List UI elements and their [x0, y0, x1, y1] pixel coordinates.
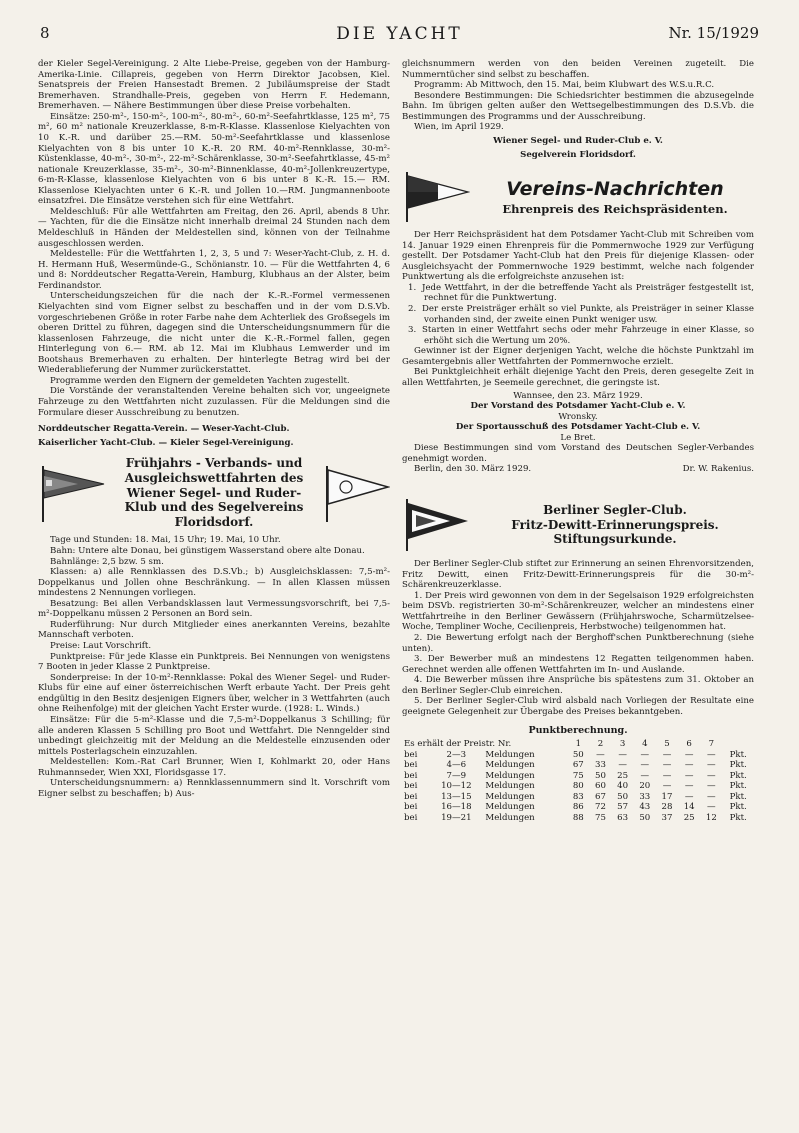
table-cell: 86: [572, 802, 584, 813]
table-cell: —: [684, 791, 694, 802]
bsc-pennant-icon: [402, 497, 470, 553]
table-cell: —: [640, 760, 650, 771]
table-cell: Pkt.: [729, 749, 747, 760]
paragraph: Der Berliner Segler-Club stiftet zur Erinnerung an seinen Ehrenvorsitzenden, Fritz Dewitt, einen Fritz-Dewitt-Erinnerungspreis für die 30-m²-Schärenkreuzerklasse.: [402, 559, 754, 591]
table-cell: 37: [661, 813, 673, 824]
paragraph: Besatzung: Bei allen Verbandsklassen laut Vermessungsvorschrift, bei 7,5-m²-Doppelkanu müssen 2 Personen an Bord sein.: [38, 598, 390, 620]
paragraph: Sonderpreise: In der 10-m²-Rennklasse: Pokal des Wiener Segel- und Ruder-Klubs für eine auf einer österreichischen Werft erbaute Yacht. Der Preis geht endgültig in den Besitz desjenigen Eigners über, welcher in 3 Wettfahrten (auch ohne Reihenfolge) mit der gleichen Yacht Erster wurde. (1928: L. Winds.): [38, 672, 390, 715]
table-cell: —: [684, 781, 694, 792]
table-cell: 75: [595, 813, 606, 824]
paragraph: 4. Die Bewerber müssen ihre Ansprüche bis spätestens zum 31. Oktober an den Berliner Segler-Club einreichen.: [402, 675, 754, 696]
deed-title: Stiftungsurkunde.: [553, 532, 677, 547]
table-cell: 43: [639, 802, 651, 813]
table-row: [402, 792, 754, 803]
list-item: 3. Starten in einer Wettfahrt sechs oder mehr Fahrzeuge in einer Klasse, so erhöht sich die Wertung um 20%.: [408, 325, 754, 346]
rule-list: [402, 283, 754, 346]
table-cell: Meldungen: [485, 802, 535, 813]
paragraph: Der Herr Reichspräsident hat dem Potsdamer Yacht-Club mit Schreiben vom 14. Januar 1929 einen Ehrenpreis für die Pommernwoche 1929 zur Verfügung gestellt. Der Potsdamer Yacht-Club hat den Preis für diejenige Klassen- oder Ausgleichsyacht der Pommernwoche 1929 bestimmt, welche nach folgender Punktwertung als die erfolgreichste anzusehen ist:: [402, 230, 754, 283]
club-title: Berliner Segler-Club.: [543, 502, 687, 517]
table-cell: 50: [595, 770, 606, 781]
table-header-cell: 5: [664, 739, 670, 750]
svf-pennant-icon: [322, 462, 390, 524]
paragraph: Einsätze: 250-m²-, 150-m²-, 100-m²-, 80-m²-, 60-m²-Seefahrtklasse, 125 m², 75 m², 60 m² nationale Kreuzerklasse, 8-m-R-Klasse. Klassenlose Kielyachten von 10 K.-R. und darüber 25.—RM. 50-m²-Seefahrtklasse und klassenlose Kielyachten von 8 bis unter 10 K.-R. 20 RM. 40-m²-Rennklasse, 30-m²-Küstenklasse, 40-m²-, 30-m²-, 22-m²-Schärenklasse, 30-m²-Seefahrtklasse, 45-m² nationale Kreuzerklasse, 35-m²-, 30-m²-Binnenklasse, 40-m²-Jollenkreuzertype, 6-m-R-Klasse, klassenlose Kielyachten von 6 bis unter 8 K.-R. 15.— RM. Klassenlose Kielyachten unter 6 K.-R. und Jollen 10.—RM. Jungmannenboote einsatzfrei. Die Einsätze verstehen sich für eine Wettfahrt.: [38, 111, 390, 207]
table-header-cell: 2: [597, 739, 604, 750]
table-cell: —: [662, 781, 672, 792]
paragraph: 5. Der Berliner Segler-Club wird alsbald nach Vorliegen der Resultate eine geeignete Gelegenheit zur Übergabe des Preises bekanntgeben.: [402, 696, 754, 717]
table-cell: 50: [639, 813, 651, 824]
table-cell: Pkt.: [729, 760, 747, 771]
paragraph: 2. Die Bewertung erfolgt nach der Berghoff'schen Punktberechnung (siehe unten).: [402, 632, 754, 654]
table-cell: 2—3: [446, 749, 467, 760]
table-header-cell: 3: [619, 739, 626, 750]
table-row: [402, 750, 754, 761]
table-cell: 50: [572, 749, 584, 760]
signature-line: Norddeutscher Regatta-Verein. — Weser-Yacht-Club.: [38, 424, 290, 435]
paragraph: Meldeschluß: Für alle Wettfahrten am Freitag, den 26. April, abends 8 Uhr. — Yachten, für die die Einsätze nicht innerhalb dreimal 24 Stunden nach dem Meldeschluß in Händen der Meldestellen sind, können von der Teilnahme ausgeschlossen werden.: [38, 206, 390, 249]
table-cell: 67: [595, 791, 606, 802]
table-header-cell: 6: [686, 739, 692, 750]
table-header-cell: 1: [575, 739, 582, 750]
paragraph: der Kieler Segel-Vereinigung. 2 Alte Liebe-Preise, gegeben von der Hamburg-Amerika-Linie. Cillapreis, gegeben von Herrn Direktor Jacobsen, Kiel. Senatspreis der Freien Hansestadt Bremen. 2 Jubiläumspreise der Stadt Bremerhaven. Strandhalle-Preis, gegeben von Herrn F. Hedemann, Bremerhaven. — Nähere Bestimmungen über diese Preise vorbehalten.: [38, 59, 390, 112]
table-cell: —: [662, 770, 672, 781]
page-number: 8: [40, 24, 50, 42]
signature-line: Kaiserlicher Yacht-Club. — Kieler Segel-Vereinigung.: [38, 437, 294, 448]
table-cell: 20: [639, 781, 651, 792]
table-cell: bei: [404, 802, 418, 813]
table-cell: —: [707, 781, 716, 792]
paragraph: Diese Bestimmungen sind vom Vorstand des Deutschen Segler-Verbandes genehmigt worden.: [402, 443, 754, 464]
paragraph: Die Vorstände der veranstaltenden Vereine behalten sich vor, ungeeignete Fahrzeuge zu den Wettfahrten nicht zuzulassen. Für die Meldungen sind die Formulare dieser Ausschreibung zu benutzen.: [38, 386, 390, 418]
paragraph: gleichsnummern werden von den beiden Vereinen zugeteilt. Die Nummerntücher sind selbst zu beschaffen.: [402, 59, 754, 80]
regatta-title: Frühjahrs - Verbands- und Ausgleichswettfahrten des Wiener Segel- und Ruder-Klub und des Segelvereins Floridsdorf.: [124, 456, 304, 529]
table-cell: 14: [683, 802, 695, 813]
table-cell: 63: [617, 813, 629, 824]
paragraph: Klassen: a) alle Rennklassen des D.S.Vb.; b) Ausgleichsklassen: 7,5-m²-Doppelkanus und Jollen ohne Beschränkung. — In allen Klassen müssen mindestens 2 Nennungen vorliegen.: [38, 567, 390, 599]
regatta-announcement-header: [38, 456, 390, 529]
signatory-name: Le Bret.: [560, 432, 596, 443]
table-cell: —: [707, 802, 716, 813]
table-cell: bei: [404, 760, 418, 771]
page-header: [40, 24, 759, 48]
table-row: [402, 813, 754, 824]
table-cell: —: [640, 749, 650, 760]
paragraph: Programme werden den Eignern der gemeldeten Yachten zugestellt.: [50, 375, 350, 386]
table-row: [402, 771, 754, 782]
bsc-header: [402, 497, 754, 553]
table-cell: 4—6: [446, 760, 467, 771]
table-header-row: [402, 739, 754, 750]
prize-title: Fritz-Dewitt-Erinnerungspreis.: [511, 517, 719, 532]
table-cell: 33: [639, 791, 651, 802]
list-item: 2. Der erste Preisträger erhält so viel Punkte, als Preisträger in seiner Klasse vorhanden sind, der zweite einen Punkt weniger usw.: [408, 304, 754, 325]
table-cell: Meldungen: [485, 791, 535, 802]
table-row: [402, 802, 754, 813]
table-cell: 25: [617, 770, 629, 781]
paragraph: Ruderführung: Nur durch Mitglieder eines anerkannten Vereins, bezahlte Mannschaft verboten.: [38, 619, 390, 641]
paragraph: Bahn: Untere alte Donau, bei günstigem Wasserstand obere alte Donau.: [50, 545, 365, 556]
signatory-name: Wronsky.: [558, 411, 598, 422]
pyc-pennant-icon: [402, 170, 470, 224]
table-cell: 60: [595, 781, 606, 792]
paragraph: Meldestelle: Für die Wettfahrten 1, 2, 3, 5 und 7: Weser-Yacht-Club, z. H. d. H. Hermann Huß, Wesermünde-G., Schönianstr. 10. — Für die Wettfahrten 4, 6 und 8: Norddeutscher Regatta-Verein, Hamburg, Klubhaus an der Alster, beim Ferdinandstor.: [38, 249, 390, 291]
wsrc-pennant-icon: [38, 462, 106, 524]
paragraph: Programm: Ab Mittwoch, den 15. Mai, beim Klubwart des W.S.u.R.C.: [414, 80, 715, 91]
table-cell: Pkt.: [729, 813, 747, 824]
paragraph: Bei Punktgleichheit erhält diejenige Yacht den Preis, deren gesegelte Zeit in allen Wettfahrten, je Seemeile gerechnet, die geringste ist.: [402, 367, 754, 388]
table-cell: 88: [572, 813, 584, 824]
section-title: Vereins-Nachrichten: [506, 178, 724, 201]
paragraph: Preise: Laut Vorschrift.: [50, 641, 152, 651]
paragraph: Einsätze: Für die 5-m²-Klasse und die 7,5-m²-Doppelkanus 3 Schilling; für alle anderen Klassen 5 Schilling pro Boot und Wettfahrt. Die Nenngelder sind unbedingt gleichzeitig mit der Meldung an die Meldestelle einzusenden oder mittels Posterlagschein einzuzahlen.: [38, 714, 390, 757]
table-cell: bei: [404, 781, 418, 792]
table-row: [402, 781, 754, 792]
table-cell: 28: [661, 802, 673, 813]
table-header-cell: 4: [642, 739, 648, 750]
table-cell: —: [707, 749, 716, 760]
table-cell: 57: [617, 802, 629, 813]
table-cell: Meldungen: [485, 770, 535, 781]
right-column: [402, 59, 754, 824]
signature-line: Wiener Segel- und Ruder-Club e. V.: [493, 135, 663, 146]
table-cell: 67: [572, 760, 584, 771]
paragraph: 1. Der Preis wird gewonnen von dem in der Segelsaison 1929 erfolgreichsten beim DSVb. registrierten 30-m²-Schärenkreuzer, welcher an mindestens einer Wettfahrtreihe in den Berliner Gewässern (Frühjahrswoche, Scharmützelsee-Woche, Templiner Woche, Cecilienpreis, Herbstwoche) teilgenommen hat.: [402, 590, 754, 633]
section-subtitle: Ehrenpreis des Reichspräsidenten.: [502, 201, 728, 216]
table-header-cell: Es erhält der Preistr. Nr.: [404, 739, 512, 750]
table-header-cell: [722, 739, 754, 750]
paragraph: Meldestellen: Kom.-Rat Carl Brunner, Wien I, Kohlmarkt 20, oder Hans Ruhmannseder, Wien XXI, Floridsgasse 17.: [38, 757, 390, 778]
table-cell: —: [707, 760, 716, 771]
table-cell: —: [596, 749, 605, 760]
signature-line: Der Sportausschuß des Potsdamer Yacht-Club e. V.: [455, 422, 701, 433]
table-cell: 75: [572, 770, 584, 781]
table-cell: —: [640, 770, 650, 781]
paragraph: Bahnlänge: 2,5 bzw. 5 sm.: [50, 556, 164, 567]
table-cell: bei: [404, 770, 418, 781]
paragraph: Unterscheidungszeichen für die nach der K.-R.-Formel vermessenen Kielyachten sind vom Eigner selbst zu beschaffen und in der vom D.S.Vb. vorgeschriebenen Größe in roter Farbe nahe dem Achterliek des Großsegels im oberen Drittel zu führen, dagegen sind die Unterscheidungsnummern für die klassenlosen Fahrzeuge, die nicht unter die K.-R.-Formel fallen, gegen Hinterlegung von 6.— RM. ab 12. Mai im Klubhaus Lemwerder und im Bootshaus Bremerhaven zu erhalten. Der hinterlegte Betrag wird bei der Wiederablieferung der Nummer zurückerstattet.: [38, 291, 390, 376]
issue-number: Nr. 15/1929: [668, 24, 759, 42]
table-cell: 83: [572, 791, 584, 802]
paragraph: 3. Der Bewerber muß an mindestens 12 Regatten teilgenommen haben. Gerechnet werden alle offenen Wettfahrten im In- und Auslande.: [402, 654, 754, 675]
table-cell: Pkt.: [729, 770, 747, 781]
table-cell: Meldungen: [485, 781, 535, 792]
date-line: Wannsee, den 23. März 1929.: [513, 390, 643, 401]
table-cell: —: [707, 770, 716, 781]
paragraph: Besondere Bestimmungen: Die Schiedsrichter bestimmen die abzusegelnde Bahn. Im übrigen gelten außer den Wettsegelbestimmungen des D.S.Vb. die Bestimmungen des Programms und der Ausschreibung.: [402, 90, 754, 122]
table-cell: 16—18: [441, 802, 472, 813]
left-column: [38, 59, 390, 799]
table-cell: —: [662, 749, 672, 760]
table-cell: bei: [404, 749, 418, 760]
table-cell: Pkt.: [729, 791, 747, 802]
table-cell: Meldungen: [485, 749, 535, 760]
table-cell: —: [684, 770, 694, 781]
paragraph: Wien, im April 1929.: [414, 122, 504, 133]
signature-line: Der Vorstand des Potsdamer Yacht-Club e. V.: [470, 401, 686, 412]
table-cell: 7—9: [446, 770, 467, 781]
paragraph: Gewinner ist der Eigner derjenigen Yacht, welche die höchste Punktzahl im Gesamtergebnis aller Wettfahrten der Pommernwoche erzielt.: [402, 346, 754, 367]
table-cell: Pkt.: [729, 781, 747, 792]
paragraph: Unterscheidungsnummern: a) Rennklassennummern sind lt. Vorschrift vom Eigner selbst zu beschaffen; b) Aus-: [38, 778, 390, 799]
table-cell: 10—12: [441, 781, 472, 792]
table-cell: 40: [617, 781, 629, 792]
table-cell: Meldungen: [485, 760, 535, 771]
table-cell: —: [662, 760, 672, 771]
points-table: [402, 739, 754, 824]
table-cell: 25: [683, 813, 695, 824]
table-cell: —: [707, 791, 716, 802]
table-cell: —: [684, 760, 694, 771]
table-cell: 72: [595, 802, 606, 813]
table-cell: 19—21: [441, 813, 472, 824]
table-header-cell: 7: [708, 739, 715, 750]
table-cell: 33: [595, 760, 606, 771]
table-row: [402, 760, 754, 771]
table-cell: 12: [705, 813, 717, 824]
approval-line: Berlin, den 30. März 1929. Dr. W. Rakenius.: [414, 464, 754, 475]
paragraph: Tage und Stunden: 18. Mai, 15 Uhr; 19. Mai, 10 Uhr.: [50, 535, 281, 546]
table-cell: —: [618, 749, 627, 760]
table-cell: —: [684, 749, 694, 760]
table-cell: bei: [404, 791, 418, 802]
table-cell: bei: [404, 813, 418, 824]
list-item: 1. Jede Wettfahrt, in der die betreffende Yacht als Preisträger festgestellt ist, rechnet für die Punktwertung.: [408, 282, 754, 304]
signature-line: Segelverein Floridsdorf.: [520, 149, 636, 160]
table-cell: Pkt.: [729, 802, 747, 813]
table-cell: —: [618, 760, 627, 771]
table-cell: 80: [572, 781, 584, 792]
club-news-header: [402, 170, 754, 224]
table-cell: 50: [617, 791, 629, 802]
magazine-title: DIE YACHT: [336, 24, 463, 44]
table-cell: 13—15: [441, 791, 472, 802]
paragraph: Punktpreise: Für jede Klasse ein Punktpreis. Bei Nennungen von wenigstens 7 Booten in jeder Klasse 2 Punktpreise.: [38, 651, 390, 673]
table-title: Punktberechnung.: [528, 725, 628, 737]
table-cell: Meldungen: [485, 813, 535, 824]
table-cell: 17: [661, 791, 673, 802]
